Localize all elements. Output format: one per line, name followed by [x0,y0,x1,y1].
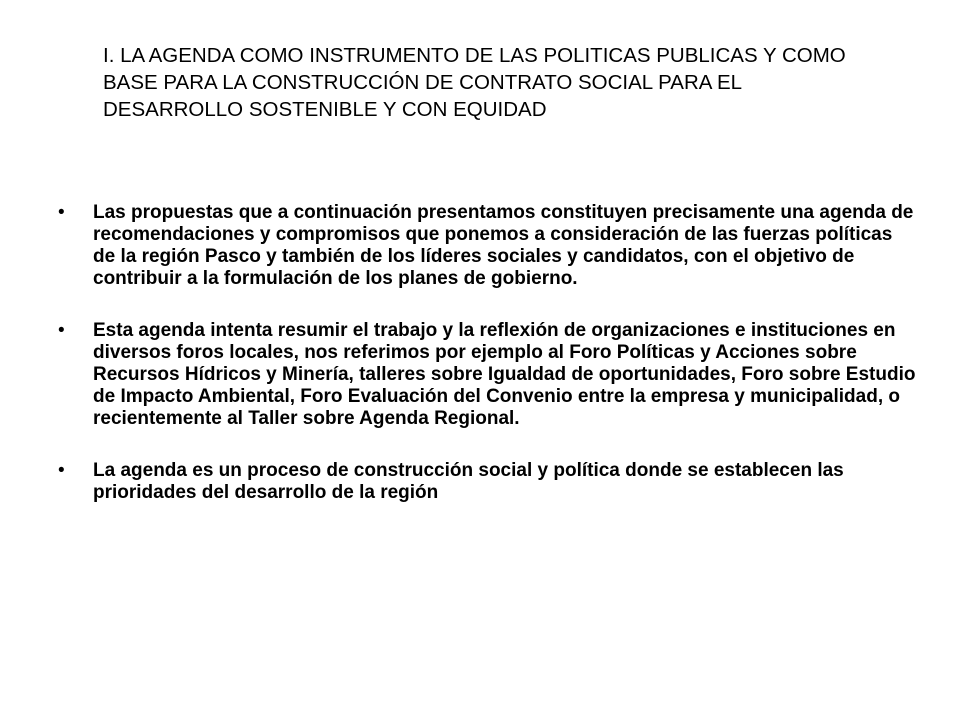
bullet-item [58,460,918,504]
bullet-list [58,202,918,504]
bullet-item [58,202,918,290]
bullet-text: La agenda es un proceso de construcción social y política donde se establecen las prioridades del desarrollo de la región [93,460,844,503]
bullet-item [58,320,918,430]
bullet-icon: • [58,320,65,341]
slide-title: I. LA AGENDA COMO INSTRUMENTO DE LAS POLITICAS PUBLICAS Y COMO BASE PARA LA CONSTRUCCIÓN DE CONTRATO SOCIAL PARA EL DESARROLLO SOSTENIBLE Y CON EQUIDAD [103,44,846,121]
bullet-text: Las propuestas que a continuación presentamos constituyen precisamente una agenda de recomendaciones y compromisos que ponemos a consideración de las fuerzas políticas de la región Pasco y también de los líderes sociales y candidatos, con el objetivo de contribuir a la formulación de los planes de gobierno. [93,202,914,289]
bullet-icon: • [58,202,65,223]
bullet-icon: • [58,460,65,481]
bullet-text: Esta agenda intenta resumir el trabajo y la reflexión de organizaciones e instituciones en diversos foros locales, nos referimos por ejemplo al Foro Políticas y Acciones sobre Recursos Hídricos y Minería, talleres sobre Igualdad de oportunidades, Foro sobre Estudio de Impacto Ambiental, Foro Evaluación del Convenio entre la empresa y municipalidad, o recientemente al Taller sobre Agenda Regional. [93,320,916,429]
